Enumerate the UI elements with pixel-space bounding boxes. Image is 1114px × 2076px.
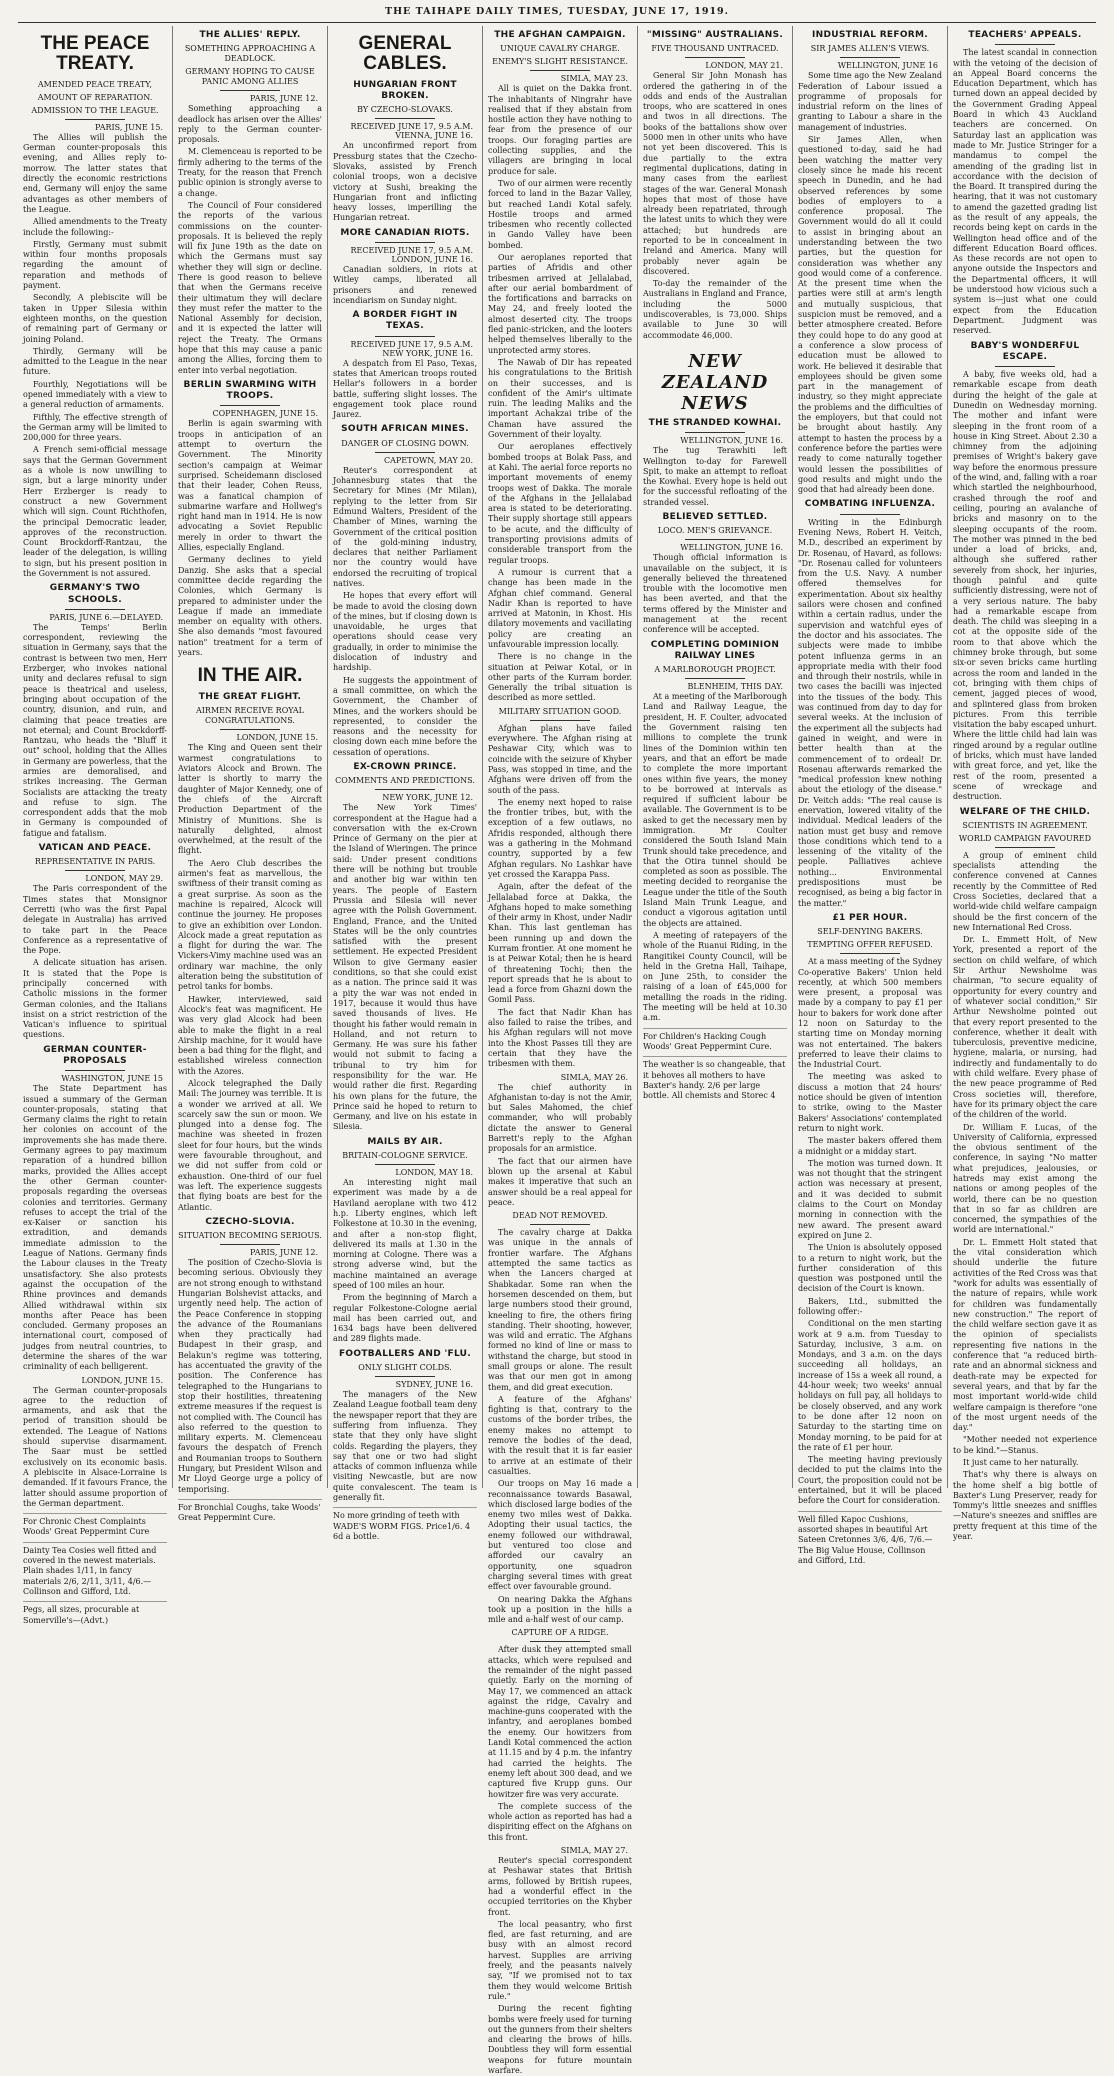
dateline: LONDON, JUNE 15. [81,1375,163,1385]
dateline: PARIS, JUNE 12. [250,94,318,104]
divider [375,1376,435,1377]
section-headline: GENERAL CABLES. [358,33,452,74]
article-paragraph: The Temps' Berlin correspondent, reviewing the situation in Germany, says that the contrast is between two men, Herr Erzberger, who invokes national unity and declares refusal to sign peace is theatrical and useless, bringing about occupation of the country, disunion, and ruin, and claiming that peace treaties are not eternal; and Count Brockdorff-Rantzau, who heads the "Bluff it out" school, holding that the Allies in Germany are powerless, that the armies are demoralised, and strikes increasing. The German Socialists are attacking the treaty and refuse to sign. The correspondent adds that the mob in Germany is compounded of fatigue and fatalism. [23,622,167,838]
article-paragraph: Fourthly, Negotiations will be opened immediately with a view to a general reduction of armaments. [23,379,167,410]
article-headline: THE GREAT FLIGHT. [198,692,302,703]
article-paragraph: A despatch from El Paso, Texas, states that American troops routed Hellar's followers in a border battle, suffering slight losses. The engagement took place round Jaurez. [333,358,477,420]
article-subheading: SIR JAMES ALLEN'S VIEWS. [810,44,930,54]
article-subheading: AMENDED PEACE TREATY, [37,79,153,89]
dateline: WASHINGTON, JUNE 15 [61,1074,163,1084]
article-paragraph: Reuter's special correspondent at Peshawar states that British arms, followed by British rupees, had a wonderful effect in the occupied territories on the Khyber front. [488,1856,632,1917]
article-headline: FOOTBALLERS AND 'FLU. [338,1348,472,1359]
article-paragraph: There is no change in the situation at Peiwar Kotal, or in other parts of the Kurram border. Generally the tribal situation is described as more settled. [488,652,632,703]
divider [995,847,1055,848]
article-paragraph: Our troops on May 16 made a reconnaissance towards Basawal, which disclosed large bodies of the enemy two miles west of Dakka. Adopting their usual tactics, the enemy followed our withdrawal, but ventured too close and afforded our cavalry an opportunity, one squadron charging several times with great effect over favourable ground. [488,1479,632,1592]
article-paragraph: The Paris correspondent of the Times states that Monsignor Cerretti (who was the first Papal delegate in Australia) has arrived to take part in the Peace Conference as a representative of the Pope. [23,884,167,956]
article-paragraph: Reuter's correspondent at Johannesburg states that the Secretary for Mines (Mr Milan), replying to the letter from Sir Edmund Walters, President of the Chamber of Mines, warning the Government of the critical position of the gold-mining industry, declares that neither Parliament nor the country would have endorsed the recruiting of tropical natives. [333,465,477,588]
divider [375,789,435,790]
article-subheading: DANGER OF CLOSING DOWN. [341,438,469,448]
dateline: SIMLA, MAY 26. [560,1072,628,1082]
divider [220,90,280,91]
article-paragraph: A baby, five weeks old, had a remarkable escape from death during the height of the gale at Dunedin on Wednesday morning. The mother and infant were sleeping in the front room of a house in King Street. About 2.30 a chimney from the adjoining premises of Wright's bakery gave way before the enormous pressure of the wind, and, falling with a roar which startled the neighbourhood, crashed through the roof and ceiling, pouring an avalanche of bricks and masonry on to the sleeping occupants of the room. The mother was pinned in the bed under a load of bricks, and, although she suffered rather severely from shock, her injuries, though painful and quite sufficiently distressing, were not of a very serious nature. The baby had a remarkable escape from death. The child was sleeping in a cot at the opposite side of the room to that above which the chimney broke through, but some six-or seven bricks came hurtling across the room and landed in the cot, bringing with them chips of cement, jagged pieces of wood, and splintered glass from broken pictures. From this terrible visitation the baby escaped unhurt. Where the little child had lain was ringed around by a regular outline of bricks, which must have landed with great force, and yet, like the rest of the room, presented a scene of wreckage and destruction. [953,370,1097,802]
masthead: THE TAIHAPE DAILY TIMES, TUESDAY, JUNE 17, 1919. [385,6,729,17]
divider [375,336,435,337]
article-paragraph: Though official information is unavailable on the subject, it is generally believed the threatened trouble with the locomotive men has been averted, and that the terms offered by the Minister and management at the recent conference will be accepted. [643,553,787,635]
article-paragraph: The Allies will publish the German counter-proposals this evening, and Allies reply to-morrow. The latter states that directly the economic restrictions end, Germany will enjoy the same advantages as other members of the League. [23,132,167,214]
article-subheading: DEAD NOT REMOVED. [512,1211,608,1221]
article-paragraph: Something approaching a deadlock has arisen over the Allies' reply to the German counter-proposals. [178,104,322,145]
section-headline: IN THE AIR. [197,665,303,687]
section-banner: NEW ZEALAND NEWS [661,350,769,414]
article-paragraph: Firstly, Germany must submit within four months proposals regarding the amount of reparation and methods of payment. [23,239,167,291]
article-paragraph: Secondly, A plebiscite will be taken in Upper Silesia within eighteen months, on the question of remaining part of Germany or joining Poland. [23,293,167,344]
dateline: LONDON, MAY 18. [395,1168,473,1178]
divider [685,678,745,679]
dateline: SIMLA, MAY 27. [560,1846,628,1856]
article-paragraph: During the recent fighting bombs were freely used for turning out the gunners from their shelters and clearing the brows of hills. Doubtless they will form essential weapons for future mountain warfare. [488,2004,632,2075]
article-headline: SOUTH AFRICAN MINES. [341,424,469,435]
article-paragraph: The State Department has issued a summary of the German counter-proposals, stating that Germany claims the right to retain her colonies on account of the improvements she has made there. Germany agrees to pay maximum reparation of a hundred billion marks, provided the Allies accept the other German counter-proposals regarding the overseas colonies and territories. Germany refuses to accept the trial of the ex-Kaiser or sanction his extradition, and demands immediate admission to the League of Nations. Germany finds the Labour clauses in the Treaty unsatisfactory. She also protests against the occupation of the Rhine provinces and demands Allied withdrawal within six months after Peace has been concluded. Germany proposes an international court, composed of judges from neutral countries, to determine the shares of the war criminality of each belligerent. [23,1084,167,1372]
article-subheading: ONLY SLIGHT COLDS. [358,1363,452,1373]
article-paragraph: Fifthly, The effective strength of the German army will be limited to 200,000 for three years. [23,412,167,443]
article-paragraph: The New York Times' correspondent at the Hague had a conversation with the ex-Crown Prince of Germany on the pier at the Island of Wieringen. The prince said: Under present conditions there will be nothing but trouble and another big war within ten years. The people of Eastern Prussia and Silesia will never agree with the Polish Government. England, France, and the United States will be the only countries satisfied with the present settlement. He expected President Wilson to give Germany easier conditions, so that she could exist as a nation. The prince said it was a pity the war was not ended in 1917, because it would thus have saved thousands of lives. He thought his father would remain in Holland, and not return to Germany. He was sure his father would not submit to facing a tribunal to try him for responsibility for the war. He would rather die first. Regarding his own plans for the future, the Prince said he hoped to return to Germany, and live on his estate in Silesia. [333,803,478,1132]
masthead-rule [18,22,1096,23]
article-headline: GERMANY'S TWO SCHOOLS. [49,583,141,605]
divider [220,1244,280,1245]
divider [375,118,435,119]
divider [840,514,900,515]
article-headline: BELIEVED SETTLED. [662,512,768,522]
divider [685,539,745,540]
article-headline: A BORDER FIGHT IN TEXAS. [352,310,458,332]
divider [220,405,280,406]
article-paragraph: The fact that Nadir Khan has also failed to raise the tribes, and his Afghan regulars will not move into the Khost Passes till they are certain that they have the tribesmen with them. [488,1007,632,1069]
divider [220,729,280,730]
article-headline: INDUSTRIAL REFORM. [812,30,928,40]
dateline: LONDON, MAY 21. [705,61,783,71]
article-paragraph: The complete success of the whole action as reported has had a dispiriting effect on the Afghans on this front. [488,1801,632,1842]
article-paragraph: Allied amendments to the Treaty include the following:- [23,217,167,237]
column-4 [483,26,638,2075]
article-paragraph: "Mother needed not experience to be kind."—Stanus. [953,1435,1097,1455]
dateline: CAPETOWN, MAY 20. [383,455,473,465]
article-paragraph: Hawker, interviewed, said Alcock's feat was magnificent. He was very glad Alcock had been able to make the flight in a real Airship machine, for it would have been a bad thing for the flight, and established wireless connection with the Azores. [178,994,322,1076]
article-paragraph: After dusk they attempted small attacks, which were repulsed and the remainder of the night passed quietly. Early on the morning of May 17, we commenced an attack against the ridge, Cavalry and machine-guns cooperated with the infantry, and aeroplanes bombed the enemy. Our howitzers from Landi Kotal commenced the action at 11.15 and by 4 p.m. the infantry had carried the heights. The enemy left about 300 dead, and we captured five Krupp guns. Our howitzer fire was very accurate. [488,1645,632,1799]
article-paragraph: The Nawab of Dir has repeated his congratulations to the British on their successes, and is confident of the Amir's ultimate ruin. The leading Maliks and the important Achakzai tribe of the Chaman have assured the Government of their loyalty. [488,357,632,440]
article-paragraph: M. Clemenceau is reported to be firmly adhering to the terms of the Treaty, for the reason that French public opinion is strongly averse to a change. [178,147,322,198]
article-subheading: TEMPTING OFFER REFUSED. [807,940,933,950]
article-paragraph: A feature of the Afghans' fighting is that, contrary to the customs of the border tribes, the enemy makes no attempt to remove the bodies of the dead, with the result that it is far easier to arrive at an estimate of their casualties. [488,1394,632,1476]
article-paragraph: A delicate situation has arisen. It is stated that the Pope is principally concerned with Catholic missions in the former German colonies, and the Italians insist on a strict restriction of the Vatican's influence to spiritual questions. [23,958,167,1040]
article-paragraph: Sir James Allen, when questioned to-day, said he had been watching the matter very closely since he made his recent speech in Dunedin, and he had observed references by some bodies of employers to a conference proposal. The Government would do all it could to assist in bringing about an understanding between the two parties, but the question for consideration was whether any good would come of a conference. At the present time when the parties were still at arm's length and mutually suspicious, that suspicion must be removed, and a better atmosphere created. Before they could hope to do any good at a conference a slow process of education must be allowed to work. He believed it desirable that employees should be given some part in the management of industry, so they might appreciate the problems and the difficulties of the employers, but that could not be brought about hastily. Any attempt to hasten the process by a conference before the parties were ready to come naturally together would lessen the possibilities of good results and might undo the good that had already been done. [798,135,942,495]
article-subheading: A MARLBOROUGH PROJECT. [654,665,776,675]
article-headline: GERMAN COUNTER-PROPOSALS [43,1044,147,1067]
article-paragraph: The latest scandal in connection with the vetoing of the decision of an Appeal Board concerns the Education Department, which has turned down an appeal decided by the Government Grading Appeal Board in which 43 Auckland teachers are concerned. On Saturday last an application was made to Mr. Justice Stringer for a mandamus to compel the amending of the grading list in accordance with the decision of the Board. It transpired during the hearing, that it was not customary to amend the gazetted grading list as the result of any appeals, the records being kept on cards in the Wellington head office and of the different Education Board offices. As these records are not open to anyone outside the Inspectors and the Departmental officers, it will be understood how vicious such a system is—just what one could expect from the Education Department. Judgment was reserved. [953,48,1097,336]
dateline: RECEIVED JUNE 17, 9.5 A.M. VIENNA, JUNE 16. [350,122,473,141]
advertisement: For Children's Hacking Cough Woods' Great Peppermint Cure. [643,1028,787,1053]
dateline: PARIS, JUNE 12. [250,1248,318,1258]
article-headline: EX-CROWN PRINCE. [353,762,457,773]
article-headline: COMBATING INFLUENZA. [804,499,936,510]
advertisement: For Bronchial Coughs, take Woods' Great Peppermint Cure. [178,1499,322,1524]
dateline: SYDNEY, JUNE 16. [395,1380,473,1390]
divider [375,242,435,243]
article-paragraph: Bakers, Ltd., submitted the following offer:- [798,1296,942,1316]
article-paragraph: The position of Czecho-Slovia is becoming serious. Obviously they are not strong enough to withstand Hungarian Bolshevist attacks, and urgently need help. The action of the Peace Conference in stopping the advance of the Roumanians when they practically had Budapest in their grasp, and Belakun's regime was tottering, has accentuated the gravity of the position. The Conference has telegraphed to the Hungarians to stop their hostilities, threatening extreme measures if the request is not complied with. The Council has also referred to the question to military experts. M. Clemenceau favours the despatch of French and Roumanian troops to Southern Hungary, but President Wilson and Mr Lloyd George urge a policy of temporising. [178,1258,322,1494]
article-subheading: ADMISSION TO THE LEAGUE. [31,105,159,115]
article-paragraph: Thirdly, Germany will be admitted to the League in the near future. [23,346,167,377]
article-paragraph: The local peasantry, who first fled, are fast returning, and are busy with an almost record harvest. Supplies are arriving freely, and the peasants naively say, "If we promised not to tax them they would welcome British rule." [488,1919,632,2001]
article-subheading: AIRMEN RECEIVE ROYAL CONGRATULATIONS. [195,706,304,726]
article-subheading: FIVE THOUSAND UNTRACED. [651,44,779,54]
column-5 [638,26,793,1488]
article-subheading: BRITAIN-COLOGNE SERVICE. [342,1151,468,1161]
article-paragraph: Our aeroplanes reported that parties of Afridis and other tribesmen arrived at Jellalabad, after our aerial bombardment of the fortifications and barracks on May 24, and freely looted the almost deserted city. The troops fled panic-stricken, and the looters helped themselves liberally to the unprotected army stores. [488,253,632,355]
article-paragraph: Dr. L. Emmett Holt, of New York, presented a report of the section on child welfare, of which Sir Arthur Newsholme was chairman, "to secure equality of opportunity for every country and of whatever social condition," Sir Arthur Newsholme pointed out that every report presented to the conference, whether it dealt with tuberculosis, preventive medicine, hygiene, malaria, or nursing, had indirectly and fundamentally to do with child welfare. Every phase of the new peace programme of Red Cross societies will, therefore, have for its primary object the care of the children of the world. [953,935,1097,1120]
dateline: BLENHEIM, THIS DAY. [687,682,783,692]
article-headline: TEACHERS' APPEALS. [968,30,1082,40]
divider [840,953,900,954]
article-subheading: SELF-DENYING BAKERS. [817,927,923,937]
article-paragraph: The enemy next hoped to raise the frontier tribes, but, with the exception of a few outlaws, no Afridis responded, although there was a gathering in the Mohmand country, supported by a few Afghan regulars. No Lashkar have yet crossed the Karappa Pass. [488,797,632,879]
advertisement: Dainty Tea Cosies well fitted and covered in the newest materials. Plain shades 1/11, in fancy materials 2/6, 2/11, 3/11, 4/6.—Collinson and Gifford, Ltd. [23,1542,167,1597]
article-paragraph: The motion was turned down. It was not thought that the stringent action was necessary at present, and it was decided to submit claims to the Court on Monday morning in connection with the new award. The present award expired on June 2. [798,1158,942,1240]
article-paragraph: From the beginning of March a regular Folkestone-Cologne aerial mail has been carried out, and 1634 bags have been delivered and 289 flights made. [333,1293,477,1344]
article-paragraph: He hopes that every effort will be made to avoid the closing down of the mines, but if closing down is unavoidable, he urges that operations should cease very gradually, in order to minimise the dislocation of industry and hardship. [333,591,477,673]
article-paragraph: Berlin is again swarming with troops in anticipation of an attempt to overturn the Government. The Minority section's campaign at Weimar surprised. Scheidemann disclosed that their leader, Cohen Reuss, was a fanatical champion of submarine warfare and Hollweg's right hand man in 1914. He is now advocating a Soviet Republic merely in order to thwart the Allies, especially England. [178,419,322,553]
article-paragraph: To-day the remainder of the Australians in England and France, including the 5000 undiscoverables, is 73,000. Ships available to June 30 will accommodate 46,000. [643,279,787,340]
article-paragraph: The managers of the New Zealand League football team deny the newspaper report that they are suffering from influenza. They state that they only have slight colds. Regarding the players, they say that one or two had slight attacks of common influenza while visiting Newcastle, but are now quite convalescent. The team is generally fit. [333,1390,477,1502]
article-paragraph: The Council of Four considered the reports of the various commissions on the counter-proposals. It is believed the reply will fix June 19th as the date on which the Germans must say whether they will sign or decline. There is good reason to believe that when the Germans receive their ultimatum they will declare they must refer the matter to the National Assembly for decision, and it is expected the latter will reject the Treaty. The Ormans hope that this may cause a panic among the Allies, forcing them to enter into verbal negotiation. [178,200,322,375]
article-headline: WELFARE OF THE CHILD. [959,806,1091,817]
article-headline: COMPLETING DOMINION RAILWAY LINES [650,639,780,661]
divider [995,44,1055,45]
article-paragraph: The fact that our airmen have blown up the arsenal at Kabul makes it imperative that such an answer should be a real appeal for peace. [488,1156,632,1207]
article-paragraph: Two of our airmen were recently forced to land in the Bazar Valley, but reached Landi Kotal safely. Hostile troops and armed tribesmen who recently collected in Gando Valley have been bombed. [488,178,632,250]
dateline: COPENHAGEN, JUNE 15. [212,409,318,419]
divider [995,366,1055,367]
divider [530,1224,590,1225]
dateline: RECEIVED JUNE 17, 9.5 A.M. LONDON, JUNE 16. [350,246,473,264]
article-paragraph: General Sir John Monash has ordered the gathering in of the odds and ends of the Australian troops, who are scattered in ones and twos in all directions. The books of the battalions show over 5000 men in other units who have not yet been discovered. This is due partially to the extra regimental duplications, dating in many cases from the earliest stages of the war. General Monash hopes that most of those have already been repatriated, through the latest units to which they were attached; but hundreds are reported to be in concealment in Ireland and America. Many will probably never again be discovered. [643,71,787,276]
article-paragraph: The tug Terawhiti left Wellington to-day for Farewell Spit, to make an attempt to refloat the Kowhai. Every hope is held out for the successful refloating of the stranded vessel. [643,446,787,507]
dateline: PARIS, JUNE 15. [95,122,163,132]
article-headline: THE ALLIES' REPLY. [199,30,301,40]
advertisement: Pegs, all sizes, procurable at Somerville's—(Advt.) [23,1601,167,1626]
article-paragraph: Some time ago the New Zealand Federation of Labour issued a programme of proposals for industrial reform on the lines of granting to Labour a share in the management of industries. [798,71,942,132]
divider [65,870,125,871]
article-headline: "MISSING" AUSTRALIANS. [646,30,784,40]
article-subheading: REPRESENTATIVE IN PARIS. [34,857,156,867]
divider [65,119,125,120]
dateline: NEW YORK, JUNE 12. [382,793,473,803]
article-paragraph: At a mass meeting of the Sydney Co-operative Bakers' Union held recently, at which 500 members were present, a proposal was made by a company to pay £1 per hour to bakers for work done after 12 noon on Saturday to the starting time on Monday morning was not entertained. The bakers preferred to leave their claims to the Industrial Court. [798,957,942,1070]
article-paragraph: That's why there is always on the home shelf a big bottle of Baxter's Lung Preserver, ready for Tommy's little sneezes and sniffles—Nature's sneezes and sniffles are pretty frequent at this time of the year. [953,1470,1097,1542]
columns-container [18,26,1102,2075]
column-1 [18,26,173,1625]
article-subheading: SITUATION BECOMING SERIOUS. [178,1231,322,1241]
dateline: WELLINGTON, JUNE 16. [680,543,783,553]
article-headline: £1 PER HOUR. [832,912,908,923]
article-headline: CZECHO-SLOVIA. [205,1216,295,1227]
article-paragraph: The meeting having previously decided to put the claims into the Court, the proposition could not be entertained, but it will be placed before the Court for consideration. [798,1455,942,1506]
article-subheading: WORLD CAMPAIGN FAVOURED [958,833,1092,843]
article-paragraph: Writing in the Edinburgh Evening News, Robert H. Veitch, M.D., described an experiment by Dr. Rosenau, of Havard, as follows: "Dr. Rosenau called for volunteers from the U.S. Navy. A number offered themselves for experimentation. About six healthy sailors were chosen and confined within a certain radius, under the supervision and watchful eyes of the doctor and his associates. The subjects were made to imbibe potent influenza germs in an appropriate media with their food and through their nostrils, while in two cases the bacilli was injected into the tissues of the body. This was continued from day to day for several weeks. At the inclusion of the experiment all the subjects had gained in weight, and were in better health than at the commencement of to ordeal! Dr. Rosenau afterwards remarked the "medical profession knew nothing about the etiology of the disease." Dr. Veitch adds: "The real cause is enervation, lowered vitality of the individual. Medical leaders of the nation must get busy and remove those conditions which tend to a lessening of the vitality of the people. Palliatives achieve nothing... Environmental predispositions must be recognised, as being a big factor in the matter." [798,517,942,908]
article-subheading: COMMENTS AND PREDICTIONS. [335,776,475,786]
article-paragraph: All is quiet on the Dakka front. The inhabitants of Ningrahr have realised that if they abstain from hostile action they have nothing to fear from the presence of our troops. Our foraging parties are collecting supplies, and the villagers are bringing in local produce for sale. [488,84,632,176]
article-headline: BABY'S WONDERFUL ESCAPE. [970,340,1080,362]
divider [530,70,590,71]
article-paragraph: The King and Queen sent their warmest congratulations to Aviators Alcock and Brown. The latter is shortly to marry the daughter of Major Kennedy, one of the chiefs of the Aircraft Production Department of the Ministry of Munitions. She is naturally delighted, almost overwhelmed, at the result of the flight. [178,743,322,856]
article-paragraph: On nearing Dakka the Afghans took up a position in the hills a mile and a-half west of our camp. [488,1594,632,1625]
article-paragraph: Again, after the defeat of the Jellalabad force at Dakka, the Afghans hoped to make something of their army in Khost, under Nadir Khan. This last gentleman has been running up and down the Kurram frontier. At one moment he is at Peiwar Kotal; then he is heard of threatening Tochi; then the report spreads that he is about to lead a force from Ghazni down the Gomil Pass. [488,882,632,1005]
article-paragraph: Canadian soldiers, in riots at Witley camps, liberated all prisoners and renewed incendiarism on Sunday night. [333,265,477,305]
article-subheading: BY CZECHO-SLOVAKS. [357,105,453,115]
article-paragraph: The German counter-proposals agree to the reduction of armaments, and ask that the period of transition should be extended. The League of Nations should supervise disarmament. The Saar must be settled exclusively on its economic basis. A plebiscite in Alsace-Lorraine is demanded. If it favours France, the latter should assume proportion of the German department. [23,1385,167,1508]
article-subheading: ENEMY'S SLIGHT RESISTANCE. [492,57,628,67]
article-subheading: LOCO. MEN'S GRIEVANCE. [657,526,773,536]
divider [530,720,590,721]
dateline: LONDON, JUNE 15. [236,733,318,743]
article-paragraph: Conditional on the men starting work at 9 a.m. from Tuesday to Saturday, inclusive, 3 a.m. on Mondays, and 3 a.m. on the days succeeding all holidays, an increase of 15s a week all round, a 44-hour week; two weeks' annual holidays on full pay, all holidays to be closely observed, and any work to be done after 12 noon on Saturday to the starting time on Monday morning, to be paid for at the rate of £1 per hour. [798,1319,942,1452]
article-headline: THE STRANDED KOWHAI. [648,417,782,428]
article-subheading: UNIQUE CAVALRY CHARGE. [500,44,620,54]
dateline: LONDON, MAY 29. [85,874,163,884]
column-7 [948,26,1102,1542]
article-paragraph: A rumour is current that a change has been made in the Afghan chief command. General Nadir Khan is reported to have arrived at Matonin, in Khost. His dilatory movements and vacillating policy are creating an unfavourable impression locally. [488,567,632,649]
article-paragraph: The master bakers offered them a midnight or a midday start. [798,1136,942,1156]
divider [685,432,745,433]
advertisement: Well filled Kapoc Cushions, assorted shapes in beautiful Art Sateen Cretonnes 3/6, 4/6, 7/6.—The Big Value House, Collinson and Gifford, Ltd. [798,1511,942,1566]
column-2 [173,26,328,1523]
article-headline: BERLIN SWARMING WITH TROOPS. [183,379,317,402]
article-headline: HUNGARIAN FRONT BROKEN. [353,79,457,102]
article-paragraph: It just came to her naturally. [963,1458,1079,1467]
advertisement: For Chronic Chest Complaints Woods' Great Peppermint Cure [23,1513,167,1538]
dateline: WELLINGTON, JUNE 16. [680,436,783,446]
article-headline: MAILS BY AIR. [367,1136,443,1147]
column-3 [328,26,483,1541]
article-paragraph: A French semi-official message says that the German Government as a whole is now unwilling to sign, but a large minority under Herr Erzberger is ready to construct a new Government which will sign. Count Richthofen, the principal Democratic leader, approves of the reconstruction. Count Brockdorff-Rantzau, the leader of the delegation, is willing to sign, but his present position in the Government is not assured. [23,445,167,579]
dateline: RECEIVED JUNE 17, 9.5 A.M. NEW YORK, JUNE 16. [350,339,473,358]
article-subheading: SOMETHING APPROACHING A DEADLOCK. [184,44,316,64]
article-subheading: CAPTURE OF A RIDGE. [511,1628,609,1638]
divider [840,57,900,58]
article-paragraph: The chief authority in Afghanistan to-day is not the Amir, but Sales Mahomed, the chief commander, who will probably dictate the answer to General Barrett's reply to the Afghan proposals for an armistice. [488,1082,632,1154]
article-paragraph: Dr. L. Emmett Holt stated that the vital consideration which should underlie the future activities of the Red Cross was that "work for adults was essentially of the nature of repairs, while work for children was fundamentally new construction." The report of the child welfare section gave it as the opinion of specialists representing five nations in the conference that "a reduced birth-rate and an abnormal sickness and death-rate may be expected for several years, and that by far the most important world-wide child welfare campaign is therefore "one of the most urgent needs of the day." [953,1237,1097,1433]
article-paragraph: The Union is absolutely opposed to a return to night work, but the further consideration of this question was postponed until the decision of the Court is known. [798,1243,942,1294]
section-headline: THE PEACE TREATY. [40,33,150,74]
article-paragraph: Germany declines to yield Danzig. She asks that a special committee decide regarding the Colonies, which Germany is prepared to administer under the League if made an immediate member on equality with others. She also demands "most favoured nation" treatment for a term of years. [178,555,322,657]
article-headline: THE AFGHAN CAMPAIGN. [494,30,626,40]
article-paragraph: He suggests the appointment of a small committee, on which the Government, the Chamber of Mines, and the workers should be represented, to consider the reasons and the necessity for closing down each mine before the cessation of operations. [333,675,477,757]
article-paragraph: The cavalry charge at Dakka was unique in the annals of frontier warfare. The Afghans attempted the same tactics as when the Lancers charged at Shabkadar. Some ran when the horsemen descended on them, but large numbers stood their ground, kneeling to fire, the others firing standing. Their shooting, however, was wild and erratic. The Afghans formed no kind of line or mass to withstand the charge, but stood in small groups or alone. The result was that our men got in among them, and did great execution. [488,1228,632,1392]
article-paragraph: An unconfirmed report from Pressburg states that the Czecho-Slovaks, assisted by French colonial troops, won a decisive victory at Sushi, breaking the Hungarian front and inflicting heavy losses, imperilling the Hungarian retreat. [333,141,477,223]
article-paragraph: Dr. William F. Lucas, of the University of California, expressed the obvious sentiment of the conference, in saying "No matter what prejudices, jealousies, or hatreds may exist among the nations or among peoples of the world, there can be no question that in so far as children are concerned, the sympathies of the world are international." [953,1122,1097,1235]
article-paragraph: An interesting night mail experiment was made by a de Haviland aeroplane with two 412 h.p. Liberty engines, which left Folkestone at 10.30 in the evening, and after a non-stop flight, delivered its mails at 1.30 in the morning at Cologne. There was a strong adverse wind, but the machine maintained an average speed of 100 miles an hour. [333,1178,477,1290]
divider [375,1164,435,1165]
column-6 [793,26,948,1565]
advertisement: The weather is so changeable, that it behoves all mothers to have Baxter's handy. 2/6 per large bottle. All chemists and Storec 4 [643,1056,787,1101]
article-subheading: GERMANY HOPING TO CAUSE PANIC AMONG ALLIES [185,67,315,87]
divider [375,452,435,453]
dateline: SIMLA, MAY 23. [560,74,628,84]
article-paragraph: The meeting was asked to discuss a motion that 24 hours' notice should be given of intention to strike, owing to the Master Bakers' Associations' contemplated return to night work. [798,1072,942,1133]
advertisement: No more grinding of teeth with WADE'S WORM FIGS. Price1/6. 4 6d a bottle. [333,1507,477,1542]
article-headline: MORE CANADIAN RIOTS. [340,227,470,238]
article-paragraph: Our aeroplanes effectively bombed troops at Bolak Pass, and at Kahi. The aerial force reports no important movements of enemy troops west of Dakka. The morale of the Afghans in the Jellalabad area is stated to be deteriorating. Their supply shortage still appears to be acute, and the difficulty of transporting provisions admits of considerable transport from the regular troops. [488,442,632,565]
divider [530,1641,590,1642]
article-subheading: SCIENTISTS IN AGREEMENT. [962,820,1088,830]
article-paragraph: The Aero Club describes the airmen's feat as marvellous, the swiftness of their transit coming as a great surprise. As soon as the machine is repaired, Alcock will continue the journey. He proposes to give an exhibition over London. Alcock made a great reputation as a flight for during the war. The Vickers-Vimy machine used was an ordinary war machine, the only alteration being the substitution of petrol tanks for bombs. [178,858,322,992]
article-subheading: AMOUNT OF REPARATION. [37,92,153,102]
dateline: PARIS, JUNE 6.—DELAYED. [49,612,163,622]
article-paragraph: A group of eminent child specialists attending the conference convened at Cannes recently by the Committee of Red Cross Societies, declared that a world-wide child welfare campaign should be the first concern of the new International Red Cross. [953,850,1097,932]
article-paragraph: At a meeting of the Marlborough Land and Railway League, the president, H. F. Coulter, advocated the Government raising ten millions to complete the trunk lines of the Dominion within ten years, and that an effort be made to complete the more important ones within five years, the money to be borrowed at intervals as required if sufficient labour be available. The Government is to be asked to get the necessary men by immigration. Mr Coulter considered the South Island Main Trunk should take precedence, and that the Otira tunnel should be completed as soon as possible. The meeting decided to reorganise the League under the title of the South Island Main Trunk League, and conduct a vigorous agitation until the objects are attained. [643,692,787,928]
article-headline: VATICAN AND PEACE. [38,843,152,854]
dateline: WELLINGTON, JUNE 16 [837,61,938,71]
divider [65,609,125,610]
article-paragraph: Alcock telegraphed the Daily Mail: The journey was terrible. It is a wonder we arrived at all. We scarcely saw the sun or moon. We plunged into a dense fog. The machine was sheeted in frozen sleet for four hours, but the winds were favourable throughout, and we did not suffer from cold or exhaustion. One-third of our fuel was left. The experience suggests that flying boats are best for the Atlantic. [178,1078,322,1212]
divider [685,57,745,58]
article-subheading: MILITARY SITUATION GOOD. [498,706,622,716]
article-paragraph: A meeting of ratepayers of the whole of the Ruanui Riding, in the Rangitikei County Council, will be held in the Gretna Hall, Taihape, on June 25th, to consider the raising of a loan of £45,000 for metalling the roads in the riding. The meeting will be held at 10.30 a.m. [643,930,787,1023]
divider [65,1070,125,1071]
article-paragraph: Afghan plans have failed everywhere. The Afghan rising at Peshawar City, which was to coincide with the seizure of Khyber Pass, was stopped in time, and the Afghans were driven off from the south of the pass. [488,723,632,795]
